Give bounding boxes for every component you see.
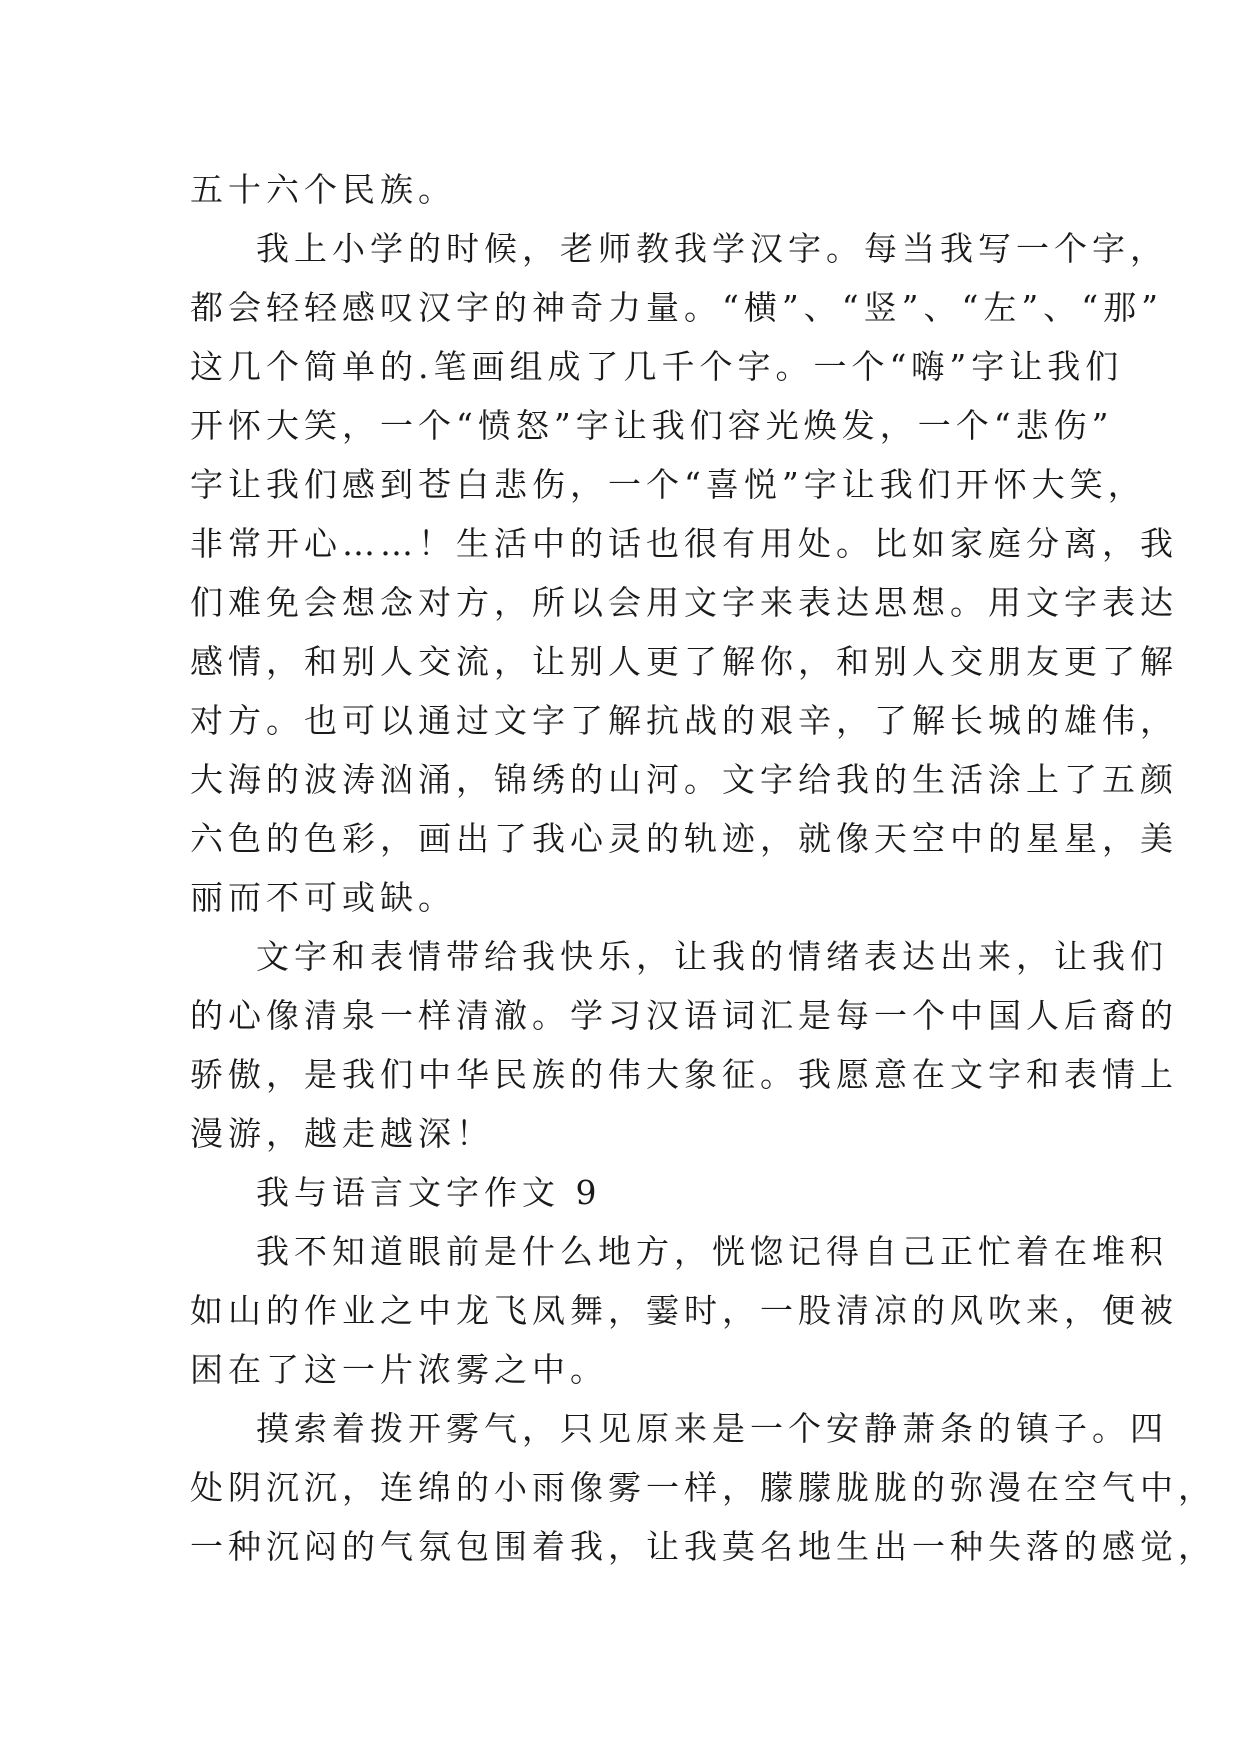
text-line: 六色的色彩，画出了我心灵的轨迹，就像天空中的星星，美	[190, 819, 1178, 858]
text-line: 丽而不可或缺。	[190, 878, 456, 917]
text-line: 摸索着拨开雾气，只见原来是一个安静萧条的镇子。四	[256, 1409, 1168, 1448]
text-line: 一种沉闷的气氛包围着我，让我莫名地生出一种失落的感觉，	[190, 1527, 1216, 1566]
text-line: 非常开心……！生活中的话也很有用处。比如家庭分离，我	[190, 524, 1178, 563]
text-line: 我不知道眼前是什么地方，恍惚记得自己正忙着在堆积	[256, 1232, 1168, 1271]
text-line: 这几个简单的.笔画组成了几千个字。一个“嗨”字让我们	[190, 347, 1124, 386]
text-line: 字让我们感到苍白悲伤，一个“喜悦”字让我们开怀大笑，	[190, 465, 1146, 504]
section-heading: 我与语言文字作文 9	[256, 1173, 602, 1212]
text-line: 的心像清泉一样清澈。学习汉语词汇是每一个中国人后裔的	[190, 996, 1178, 1035]
text-line: 都会轻轻感叹汉字的神奇力量。“横”、“竖”、“左”、“那”	[190, 288, 1163, 327]
body-text	[190, 160, 1216, 1576]
text-line: 我上小学的时候，老师教我学汉字。每当我写一个字，	[256, 229, 1168, 268]
text-line: 困在了这一片浓雾之中。	[190, 1350, 608, 1389]
text-line: 感情，和别人交流，让别人更了解你，和别人交朋友更了解	[190, 642, 1178, 681]
text-line: 漫游，越走越深！	[190, 1114, 494, 1153]
text-line: 骄傲，是我们中华民族的伟大象征。我愿意在文字和表情上	[190, 1055, 1178, 1094]
text-line: 们难免会想念对方，所以会用文字来表达思想。用文字表达	[190, 583, 1178, 622]
text-line: 对方。也可以通过文字了解抗战的艰辛，了解长城的雄伟，	[190, 701, 1178, 740]
text-line: 大海的波涛汹涌，锦绣的山河。文字给我的生活涂上了五颜	[190, 760, 1178, 799]
text-line: 如山的作业之中龙飞凤舞，霎时，一股清凉的风吹来，便被	[190, 1291, 1178, 1330]
text-line: 文字和表情带给我快乐，让我的情绪表达出来，让我们	[256, 937, 1168, 976]
text-line: 开怀大笑，一个“愤怒”字让我们容光焕发，一个“悲伤”	[190, 406, 1114, 445]
text-line: 五十六个民族。	[190, 170, 456, 209]
text-line: 处阴沉沉，连绵的小雨像雾一样，朦朦胧胧的弥漫在空气中，	[190, 1468, 1216, 1507]
